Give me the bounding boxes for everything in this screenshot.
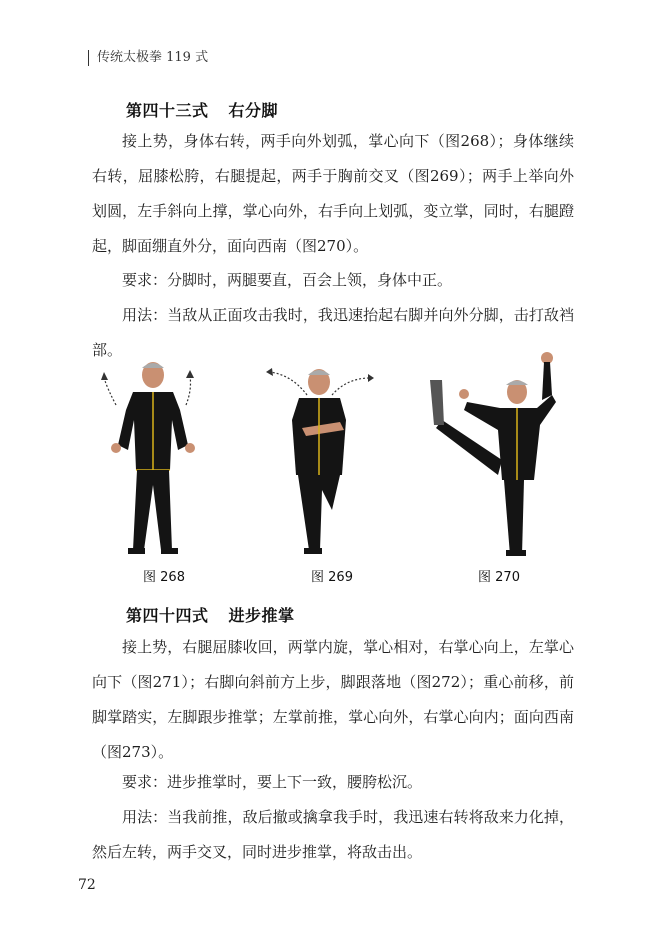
page-number: 72 bbox=[78, 877, 96, 893]
section-44-subtitle: 进步推掌 bbox=[228, 606, 295, 625]
caption-270: 图 270 bbox=[478, 570, 520, 585]
section-43-number: 第四十三式 bbox=[126, 101, 209, 120]
running-head: 传统太极拳 119 式 bbox=[88, 50, 208, 66]
section-44-paragraph-2: 要求：进步推掌时，要上下一致，腰胯松沉。 bbox=[122, 773, 423, 791]
section-44-number: 第四十四式 bbox=[126, 606, 209, 625]
caption-268: 图 268 bbox=[143, 570, 185, 585]
section-43-paragraph-3: 用法：当敌从正面攻击我时，我迅速抬起右脚并向外分脚，击打敌裆部。 bbox=[92, 306, 574, 359]
section-43-subtitle: 右分脚 bbox=[228, 101, 279, 120]
section-44-paragraph-3: 用法：当我前推，敌后撤或擒拿我手时，我迅速右转将敌来力化掉，然后左转，两手交叉，同时进步推掌，将敌击出。 bbox=[92, 808, 574, 861]
caption-269: 图 269 bbox=[311, 570, 353, 585]
section-43-paragraph-2: 要求：分脚时，两腿要直，百会上领，身体中正。 bbox=[122, 271, 453, 289]
section-44-title bbox=[126, 603, 295, 626]
figure-268 bbox=[98, 350, 208, 560]
figure-269-illustration bbox=[262, 350, 377, 560]
figure-268-illustration bbox=[98, 350, 208, 560]
figure-269 bbox=[262, 350, 377, 560]
section-44-paragraph-1: 接上势，右腿屈膝收回，两掌内旋，掌心相对，右掌心向上，左掌心向下（图271）；右脚向斜前方上步，脚跟落地（图272）；重心前移，前脚掌踏实，左脚跟步推掌；左掌前推，掌心向外，右掌心向内；面向西南（图273）。 bbox=[92, 638, 574, 761]
figure-270-illustration bbox=[422, 350, 572, 560]
section-43-title bbox=[126, 98, 278, 121]
section-43-paragraph-1: 接上势，身体右转，两手向外划弧，掌心向下（图268）；身体继续右转，屈膝松胯，右腿提起，两手于胸前交叉（图269）；两手上举向外划圆，左手斜向上撑，掌心向外，右手向上划弧，变立掌，同时，右腿蹬起，脚面绷直外分，面向西南（图270）。 bbox=[92, 132, 574, 255]
figure-270 bbox=[422, 350, 572, 560]
